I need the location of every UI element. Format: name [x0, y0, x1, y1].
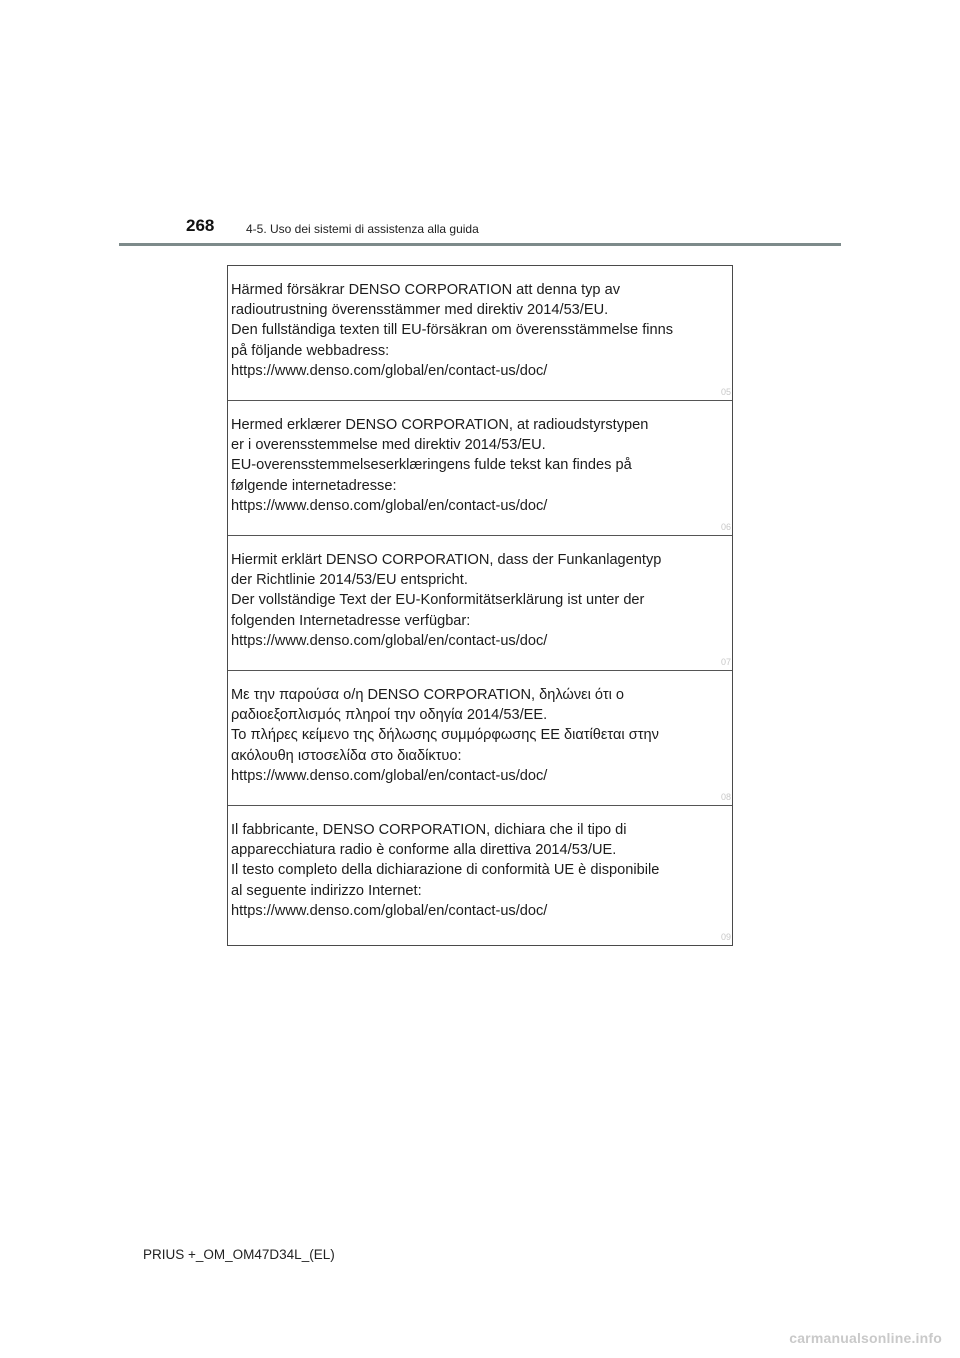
- declaration-line: Hermed erklærer DENSO CORPORATION, at radioudstyrstypen: [231, 417, 649, 433]
- declaration-line: Il fabbricante, DENSO CORPORATION, dichiara che il tipo di: [231, 822, 627, 838]
- declaration-line: Der vollständige Text der EU-Konformitätserklärung ist unter der: [231, 592, 645, 609]
- declaration-block-danish: [228, 401, 732, 536]
- block-code: 09: [720, 932, 731, 942]
- declarations-table: [227, 265, 733, 946]
- declaration-line: på följande webbadress:: [231, 342, 390, 359]
- declaration-block-greek: [228, 671, 732, 806]
- declaration-line: følgende internetadresse:: [231, 477, 397, 494]
- declaration-line: ακόλουθη ιστοσελίδα στο διαδίκτυο:: [231, 747, 462, 764]
- declaration-line: er i overensstemmelse med direktiv 2014/53/EU.: [231, 437, 546, 454]
- declaration-line: folgenden Internetadresse verfügbar:: [231, 612, 471, 629]
- page-number: 268: [186, 216, 215, 235]
- declaration-line: Il testo completo della dichiarazione di conformità UE è disponibile: [231, 862, 660, 879]
- footer-model-code: PRIUS +_OM_OM47D34L_(EL): [143, 1247, 335, 1262]
- declaration-line: Härmed försäkrar DENSO CORPORATION att denna typ av: [231, 282, 621, 298]
- declaration-block-swedish: [228, 266, 732, 401]
- declaration-line: Με την παρούσα ο/η DENSO CORPORATION, δηλώνει ότι ο: [231, 687, 625, 703]
- declaration-line: Το πλήρες κείμενο της δήλωσης συμμόρφωσης ΕΕ διατίθεται στην: [231, 727, 659, 744]
- declaration-line: EU-overensstemmelseserklæringens fulde tekst kan findes på: [231, 457, 632, 474]
- declaration-block-german: [228, 536, 732, 671]
- declaration-line: apparecchiatura radio è conforme alla direttiva 2014/53/UE.: [231, 842, 617, 859]
- declaration-url[interactable]: https://www.denso.com/global/en/contact-us/doc/: [231, 362, 548, 379]
- block-code: 07: [720, 657, 731, 667]
- declaration-line: ραδιοεξοπλισμός πληροί την οδηγία 2014/53/ΕΕ.: [231, 707, 548, 724]
- block-code: 06: [720, 522, 731, 532]
- declaration-line: Den fullständiga texten till EU-försäkran om överensstämmelse finns: [231, 322, 674, 339]
- declaration-line: der Richtlinie 2014/53/EU entspricht.: [231, 572, 468, 589]
- declaration-line: radioutrustning överensstämmer med direktiv 2014/53/EU.: [231, 302, 609, 319]
- declaration-url[interactable]: https://www.denso.com/global/en/contact-us/doc/: [231, 767, 548, 784]
- declaration-block-italian: [228, 806, 732, 945]
- declaration-url[interactable]: https://www.denso.com/global/en/contact-us/doc/: [231, 632, 548, 649]
- block-code: 05: [720, 387, 731, 397]
- section-title: 4-5. Uso dei sistemi di assistenza alla guida: [246, 222, 479, 236]
- declaration-url[interactable]: https://www.denso.com/global/en/contact-us/doc/: [231, 902, 548, 919]
- block-code: 08: [720, 792, 731, 802]
- header-rule: [119, 243, 841, 246]
- watermark: carmanualsonline.info: [789, 1330, 942, 1346]
- declaration-url[interactable]: https://www.denso.com/global/en/contact-us/doc/: [231, 497, 548, 514]
- declaration-line: Hiermit erklärt DENSO CORPORATION, dass der Funkanlagentyp: [231, 552, 662, 568]
- declaration-line: al seguente indirizzo Internet:: [231, 882, 422, 899]
